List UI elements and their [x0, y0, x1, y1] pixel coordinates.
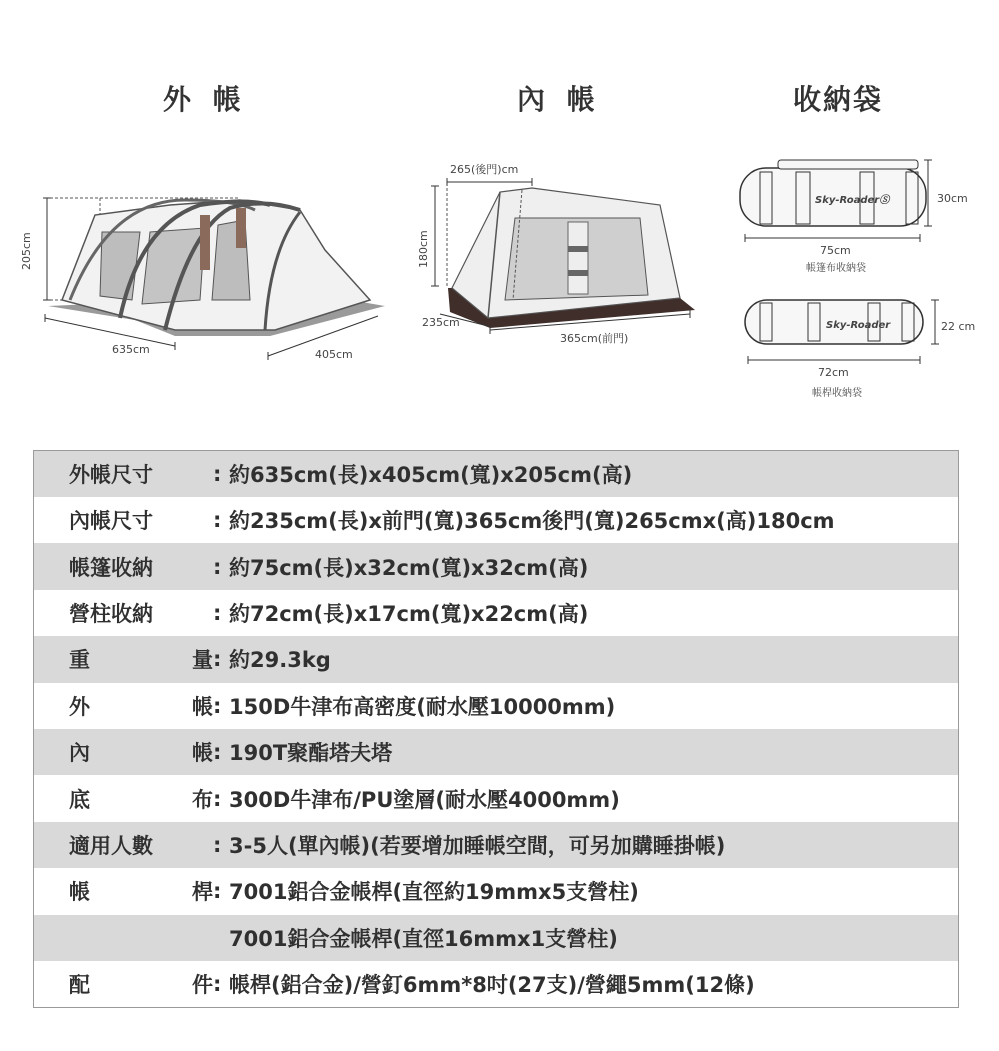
- spec-label: 底布: [69, 787, 213, 812]
- spec-label: 重量: [69, 648, 213, 673]
- spec-row: [34, 683, 959, 729]
- spec-colon: [213, 915, 227, 961]
- tent-bag-caption: 帳篷布收納袋: [806, 263, 866, 274]
- spec-colon: :: [213, 832, 222, 857]
- spec-colon: :: [213, 600, 222, 625]
- spec-colon: :: [213, 971, 222, 996]
- spec-label: 帳篷收納: [69, 555, 153, 580]
- spec-label: 外帳尺寸: [69, 462, 153, 487]
- tent-bag-height-label: 30cm: [937, 192, 968, 205]
- spec-row: [34, 775, 959, 821]
- spec-label: [34, 915, 214, 961]
- inner-front-door-label: 365cm(前門): [560, 332, 629, 345]
- tent-bag-logo: Sky-RoaderⓈ: [815, 195, 890, 206]
- spec-colon: :: [213, 554, 222, 579]
- outer-height-label: 205cm: [20, 232, 33, 270]
- spec-row: [34, 543, 959, 589]
- spec-row: [34, 915, 959, 961]
- spec-colon: :: [213, 786, 222, 811]
- spec-label: 內帳尺寸: [69, 509, 153, 534]
- pole-bag-height-label: 22 cm: [941, 320, 976, 333]
- spec-label: 帳桿: [69, 880, 213, 905]
- spec-value: 300D牛津布/PU塗層(耐水壓4000mm): [229, 787, 620, 812]
- tent-bag-length-label: 75cm: [820, 244, 851, 257]
- spec-label: 內帳: [69, 741, 213, 766]
- pole-bag-length-label: 72cm: [818, 366, 849, 379]
- spec-label: 適用人數: [69, 833, 153, 858]
- spec-value: 150D牛津布高密度(耐水壓10000mm): [229, 694, 616, 719]
- spec-value: 3-5人(單內帳)(若要增加睡帳空間，可另加購睡掛帳): [229, 833, 726, 858]
- spec-colon: :: [213, 647, 222, 672]
- outer-width-label: 405cm: [315, 348, 353, 361]
- inner-depth-label: 235cm: [422, 316, 460, 329]
- spec-colon: :: [213, 693, 222, 718]
- inner-tent-title: 內 帳: [517, 83, 601, 116]
- spec-value: 190T聚酯塔夫塔: [229, 741, 393, 766]
- spec-value: 約235cm(長)x前門(寬)365cm後門(寬)265cmx(高)180cm: [229, 509, 835, 534]
- storage-bag-title: 收納袋: [793, 83, 884, 116]
- spec-value: 約635cm(長)x405cm(寬)x205cm(高): [229, 462, 633, 487]
- pole-bag-logo: Sky-Roader: [826, 320, 891, 331]
- spec-value: 約72cm(長)x17cm(寬)x22cm(高): [229, 601, 589, 626]
- spec-colon: :: [213, 740, 222, 765]
- spec-row: [34, 451, 959, 497]
- spec-label: 配件: [69, 972, 213, 997]
- spec-row: [34, 636, 959, 682]
- spec-row: [34, 868, 959, 914]
- outer-length-label: 635cm: [112, 343, 150, 356]
- spec-label: 外帳: [69, 694, 213, 719]
- spec-row: [34, 729, 959, 775]
- spec-value: 7001鋁合金帳桿(直徑16mmx1支營柱): [229, 926, 618, 951]
- spec-row: [34, 961, 959, 1008]
- spec-table: [33, 450, 959, 1008]
- spec-value: 7001鋁合金帳桿(直徑約19mmx5支營柱): [229, 880, 639, 905]
- spec-row: [34, 497, 959, 543]
- outer-tent-illustration: [43, 198, 385, 360]
- outer-tent-title: 外 帳: [163, 83, 247, 116]
- dimension-diagrams: [0, 0, 999, 420]
- spec-row: [34, 822, 959, 868]
- pole-bag-caption: 帳桿收納袋: [812, 388, 862, 399]
- inner-back-door-label: 265(後門)cm: [450, 163, 519, 176]
- spec-label: 營柱收納: [69, 601, 153, 626]
- inner-tent-illustration: [431, 178, 695, 334]
- spec-colon: :: [213, 461, 222, 486]
- spec-value: 約75cm(長)x32cm(寬)x32cm(高): [229, 555, 589, 580]
- spec-colon: :: [213, 508, 222, 533]
- spec-value: 帳桿(鋁合金)/營釘6mm*8吋(27支)/營繩5mm(12條): [229, 972, 755, 997]
- spec-value: 約29.3kg: [229, 648, 331, 673]
- inner-height-label: 180cm: [417, 230, 430, 268]
- spec-colon: :: [213, 879, 222, 904]
- pole-bag-illustration: [745, 300, 939, 364]
- spec-row: [34, 590, 959, 636]
